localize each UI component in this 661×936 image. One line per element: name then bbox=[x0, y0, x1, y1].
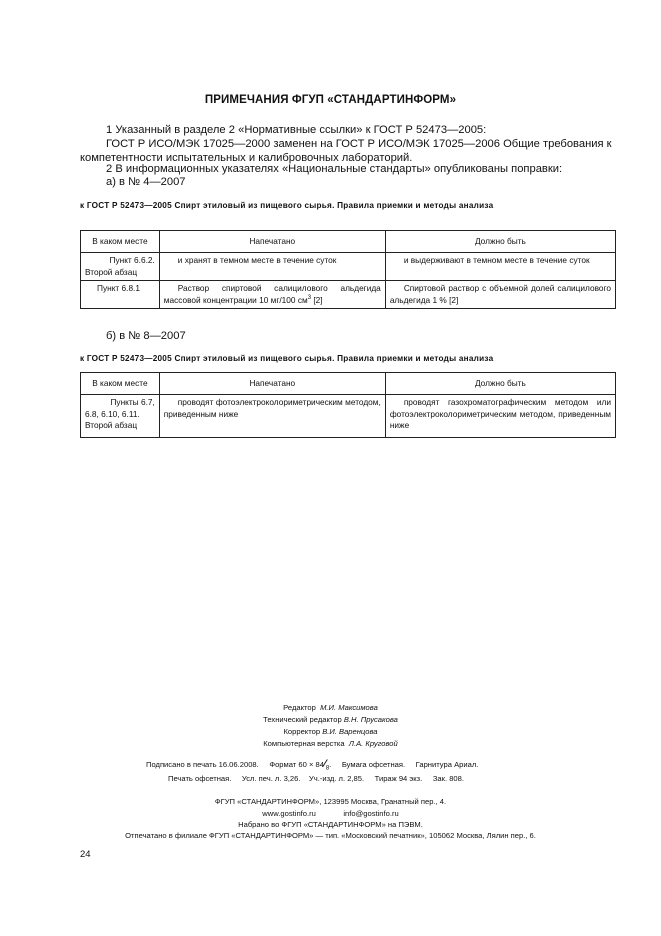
typeset-info: Набрано во ФГУП «СТАНДАРТИНФОРМ» на ПЭВМ. bbox=[238, 820, 423, 829]
where-line: Второй абзац bbox=[85, 420, 138, 430]
format-8: 8 bbox=[325, 765, 330, 772]
table-a-heading: к ГОСТ Р 52473—2005 Спирт этиловый из пищевого сырья. Правила приемки и методы анализа bbox=[80, 201, 494, 210]
credit-name: М.И. Максимова bbox=[320, 703, 378, 712]
credit-label: Компьютерная верстка bbox=[263, 739, 345, 748]
col-header-where: В каком месте bbox=[81, 373, 160, 395]
credit-tech-editor bbox=[0, 714, 661, 726]
printed-text: проводят фотоэлектроколориметрическим методом, приведенным ниже bbox=[163, 397, 381, 419]
where-line: Пункт 6.6.2. bbox=[109, 255, 155, 265]
should-be-text: и выдерживают в темном месте в течение суток bbox=[403, 255, 590, 265]
cell-where: Пункт 6.8.1 bbox=[81, 281, 160, 309]
table-b-heading: к ГОСТ Р 52473—2005 Спирт этиловый из пищевого сырья. Правила приемки и методы анализа bbox=[80, 354, 494, 363]
paper-type: Бумага офсетная. bbox=[341, 760, 406, 769]
col-header-should-be: Должно быть bbox=[385, 373, 615, 395]
printing-type: Печать офсетная. bbox=[168, 774, 232, 783]
credit-label: Технический редактор bbox=[263, 715, 342, 724]
should-be-text: Спиртовой раствор с объемной долей салицилового альдегида 1 % [2] bbox=[389, 283, 611, 305]
print-info-line-1: Подписано в печать 16.06.2008. Формат $60 \times 84⁄_8$. Бумага офсетная. Гарнитура Ариал. bbox=[146, 758, 479, 772]
credit-label: Корректор bbox=[283, 727, 321, 736]
where-line: Второй абзац bbox=[85, 266, 138, 277]
cell-where bbox=[81, 395, 160, 438]
note-1-line-1: 1 Указанный в разделе 2 «Нормативные ссылки» к ГОСТ Р 52473—2005: bbox=[106, 124, 487, 136]
pub-sheets: Уч.-изд. л. 2,85. bbox=[308, 774, 365, 783]
should-be-text: проводят газохроматографическим методом или фотоэлектроколориметрическим методом, приведенным ниже bbox=[389, 397, 611, 430]
printed-at-info: Отпечатано в филиале ФГУП «СТАНДАРТИНФОРМ» — тип. «Московский печатник», 105062 Москва, Лялин пер., 6. bbox=[125, 831, 536, 840]
table-header-row bbox=[81, 231, 616, 253]
cell-printed bbox=[159, 395, 385, 438]
print-info-line-2 bbox=[168, 773, 464, 785]
cell-printed bbox=[159, 281, 385, 309]
item-a: а) в № 4—2007 bbox=[106, 176, 186, 188]
publisher-address: ФГУП «СТАНДАРТИНФОРМ», 123995 Москва, Гранатный пер., 4. bbox=[214, 797, 447, 806]
credit-name: Л.А. Круговой bbox=[348, 739, 398, 748]
col-header-where: В каком месте bbox=[81, 231, 160, 253]
note-1-line-3: компетентности испытательных и калибровочных лабораторий. bbox=[80, 152, 413, 164]
order-number: Зак. 808. bbox=[432, 774, 464, 783]
email-link[interactable]: info@gostinfo.ru bbox=[343, 809, 399, 818]
superscript: 3 bbox=[307, 294, 312, 301]
note-2-line-1: 2 В информационных указателях «Национальные стандарты» опубликованы поправки: bbox=[106, 163, 563, 175]
where-line: 6.8, 6.10, 6.11. bbox=[85, 408, 140, 419]
format-84: 84 bbox=[315, 760, 324, 769]
format-times: × bbox=[308, 760, 314, 769]
credit-layout bbox=[0, 738, 661, 750]
col-header-should-be: Должно быть bbox=[385, 231, 615, 253]
credit-name: В.И. Варенцова bbox=[322, 727, 378, 736]
cell-printed bbox=[159, 253, 385, 281]
page-number: 24 bbox=[80, 849, 91, 860]
table-row bbox=[81, 281, 616, 309]
credit-name: В.Н. Прусакова bbox=[343, 715, 398, 724]
cell-should-be bbox=[385, 253, 615, 281]
cell-should-be bbox=[385, 395, 615, 438]
credit-proofreader bbox=[0, 726, 661, 738]
col-header-printed: Напечатано bbox=[159, 231, 385, 253]
corrections-table-b bbox=[80, 372, 616, 438]
table-row bbox=[81, 253, 616, 281]
printed-text: Раствор спиртовой салицилового альдегида массовой концентрации 10 мг/100 см bbox=[163, 283, 381, 305]
page-title: ПРИМЕЧАНИЯ ФГУП «СТАНДАРТИНФОРМ» bbox=[204, 94, 457, 106]
item-b: б) в № 8—2007 bbox=[106, 330, 186, 342]
website-link[interactable]: www.gostinfo.ru bbox=[262, 809, 316, 818]
table-header-row bbox=[81, 373, 616, 395]
corrections-table-a bbox=[80, 230, 616, 309]
format-prefix: Формат 60 bbox=[269, 760, 307, 769]
format-slash: ⁄ bbox=[323, 758, 326, 770]
print-run: Тираж 94 экз. bbox=[374, 774, 423, 783]
table-row bbox=[81, 395, 616, 438]
font-info: Гарнитура Ариал. bbox=[415, 760, 479, 769]
cell-should-be bbox=[385, 281, 615, 309]
where-line: Пункты 6.7, bbox=[110, 397, 155, 407]
cell-where bbox=[81, 253, 160, 281]
printed-text: и хранят в темном месте в течение суток bbox=[177, 255, 337, 265]
note-1-line-2: ГОСТ Р ИСО/МЭК 17025—2000 заменен на ГОСТ Р ИСО/МЭК 17025—2006 Общие требования к bbox=[106, 138, 612, 150]
col-header-printed: Напечатано bbox=[159, 373, 385, 395]
credit-label: Редактор bbox=[283, 703, 316, 712]
signed-date: Подписано в печать 16.06.2008. bbox=[146, 760, 259, 769]
printed-text-tail: [2] bbox=[311, 294, 323, 305]
print-sheets: Усл. печ. л. 3,26. bbox=[241, 774, 301, 783]
credit-editor bbox=[0, 702, 661, 714]
